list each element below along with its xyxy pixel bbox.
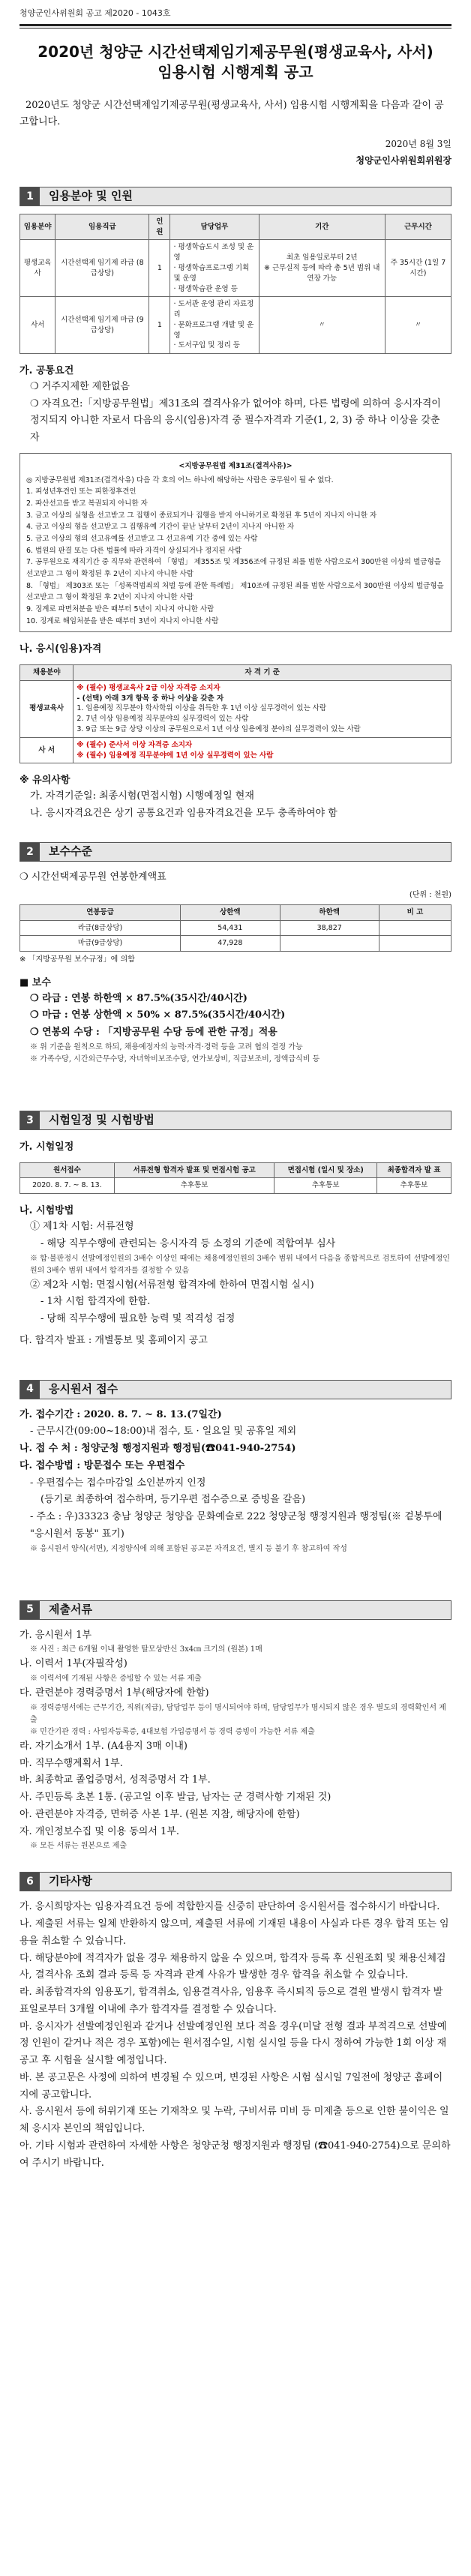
title-line-1: 2020년 청양군 시간선택제임기제공무원(평생교육사, 사서) xyxy=(38,42,434,61)
section-2-header xyxy=(20,842,452,862)
table-cell: 47,928 xyxy=(181,936,280,952)
table-cell: 38,827 xyxy=(280,920,379,936)
qualification-requirement: ❍ 자격요건:「지방공무원법」제31조의 결격사유가 없어야 하며, 다른 법령에 의하여 응시자격이 정지되지 아니한 자로서 다음의 응시(임용)자격 중 필수자격과 기준(1, 2, 3) 중 하나 이상을 갖춘 자 xyxy=(30,397,441,444)
table-row xyxy=(20,240,452,297)
table-header: 면접시험 (일시 및 장소) xyxy=(274,1162,377,1178)
result-announcement: 다. 합격자 발표 : 개별통보 및 홈페이지 공고 xyxy=(20,1334,208,1346)
application-period: 가. 접수기간 : 2020. 8. 7. ~ 8. 13.(7일간) xyxy=(20,1408,222,1420)
table-cell: 54,431 xyxy=(181,920,280,936)
section-number: 4 xyxy=(20,1381,40,1399)
table-row xyxy=(20,936,452,952)
doc-privacy: 자. 개인정보수집 및 이용 동의서 1부. xyxy=(20,1825,180,1837)
box-line: 3. 금고 이상의 실형을 선고받고 그 집행이 종료되거나 집행을 받지 아니하기로 확정된 후 5년이 지나지 아니한 자 xyxy=(26,511,377,520)
box-line: ◎ 지방공무원법 제31조(결격사유) 다음 각 호의 어느 하나에 해당하는 사람은 공무원이 될 수 없다. xyxy=(26,475,334,484)
table-cell: 1 xyxy=(149,240,170,297)
table-header: 인 원 xyxy=(149,214,170,240)
qual-field: 평생교육사 xyxy=(20,680,74,737)
misc-ma: 마. 응시자가 선발예정인원과 같거나 선발예정인원 보다 적을 경우(미달 전형 결과 부적격으로 선발예정 인원이 같거나 적은 경우 포함)에는 원서접수일, 시험 실시일 등을 다시 정하여 가능한 1회 이상 재공고 후 시험을 실시할 예정입니다. xyxy=(20,2020,447,2067)
criteria-line: - (선택) 아래 3개 항목 중 하나 이상을 갖춘 자 xyxy=(76,694,224,703)
table-header: 임용직급 xyxy=(56,214,149,240)
table-header: 연봉등급 xyxy=(20,904,181,920)
table-cell: 최초 임용일로부터 2년 ※ 근무실적 등에 따라 총 5년 범위 내 연장 가능 xyxy=(259,240,385,297)
doc-graduation: 바. 최종학교 졸업증명서, 성적증명서 각 1부. xyxy=(20,1774,211,1786)
application-hours: - 근무시간(09:00~18:00)내 접수, 토 · 일요일 및 공휴일 제외 xyxy=(30,1426,297,1438)
section-label: 보수수준 xyxy=(49,844,92,858)
misc-ra: 라. 최종합격자의 임용포기, 합격취소, 임용결격사유, 임용후 즉시퇴직 등으로 결원 발생시 합격자 발표일로부터 3개월 이내에 추가 합격자를 결정할 수 있습니다. xyxy=(20,1987,443,2015)
issuer: 청양군인사위원회위원장 xyxy=(356,154,452,166)
intro-paragraph: 2020년도 청양군 시간선택제임기제공무원(평생교육사, 사서) 임용시험 시행계획을 다음과 같이 공고합니다. xyxy=(20,99,444,128)
table-header: 임용분야 xyxy=(20,214,56,240)
box-line: 6. 법원의 판결 또는 다른 법률에 따라 자격이 상실되거나 정지된 사람 xyxy=(26,546,242,555)
box-line: 5. 금고 이상의 형의 선고유예를 선고받고 그 선고유예 기간 중에 있는 사람 xyxy=(26,534,258,543)
doc-career-note-1: ※ 경력증명서에는 근무기간, 직위(직급), 담당업무 등이 명시되어야 하며, 담당업무가 명시되지 않은 경우 별도의 경력확인서 제출 xyxy=(30,1703,446,1724)
method-2-detail-a: - 1차 시험 합격자에 한함. xyxy=(40,1296,151,1308)
table-cell: 추후통보 xyxy=(274,1178,377,1194)
salary-intro: ❍ 시간선택제공무원 연봉한계액표 xyxy=(20,871,166,883)
box-title: <지방공무원법 제31조(결격사유)> xyxy=(178,461,292,470)
schedule-heading: 가. 시험일정 xyxy=(20,1141,74,1153)
table-cell xyxy=(280,936,379,952)
pay-line-1: ❍ 라급 : 연봉 하한액 × 87.5%(35시간/40시간) xyxy=(30,992,248,1004)
table-header: 담당업무 xyxy=(170,214,259,240)
table-cell: 1 xyxy=(149,297,170,354)
pay-heading: ■ 보수 xyxy=(20,976,51,988)
misc-da: 다. 해당분야에 적격자가 없을 경우 채용하지 않을 수 있으며, 합격자 등록 후 신원조회 및 채용신체검사, 결격사유 조회 결과 등록 등 자격과 관계 사유가 발생한 경우 합격을 취소할 수 있습니다. xyxy=(20,1952,446,1981)
doc-application: 가. 응시원서 1부 xyxy=(20,1629,92,1641)
table-header: 채용분야 xyxy=(20,665,74,681)
method-2: ② 제2차 시험: 면접시험(서류전형 합격자에 한하여 면접시험 실시) xyxy=(30,1279,314,1291)
table-cell: · 도서관 운영 관리 자료정리 · 문화프로그램 개발 및 운영 · 도서구입 및 정리 등 xyxy=(170,297,259,354)
section-6-header xyxy=(20,1872,452,1891)
method-1-note: ※ 합·불판정시 선발예정인원의 3배수 이상인 때에는 채용예정인원의 3배수 범위 내에서 다음을 종합적으로 검토하여 선발예정인원의 3배수 범위 내에서 합격자를 결정할 수 있음 xyxy=(30,1254,450,1275)
table-row xyxy=(20,737,452,763)
qualification-heading: 나. 응시(임용)자격 xyxy=(20,643,102,655)
misc-a: 아. 기타 시험과 관련하여 자세한 사항은 청양군청 행정지원과 행정팀 (☎041-940-2754)으로 문의하여 주시기 바랍니다. xyxy=(20,2140,451,2169)
section-1-header xyxy=(20,187,452,206)
table-header: 서류전형 합격자 발표 및 면접시험 공고 xyxy=(114,1162,274,1178)
table-row xyxy=(20,680,452,737)
table-row xyxy=(20,297,452,354)
doc-resident: 사. 주민등록 초본 1통. (공고일 이후 발급, 남자는 군 경력사항 기재된 것) xyxy=(20,1792,332,1804)
section-number: 5 xyxy=(20,1601,40,1619)
caution-heading: ※ 유의사항 xyxy=(20,775,70,787)
box-line: 8. 「형법」 제303조 또는 「성폭력범죄의 처벌 등에 관한 특례법」 제10조에 규정된 죄를 범한 사람으로서 300만원 이상의 벌금형을 선고받고 그 형이 확정된 후 2년이 지나지 아니한 사람 xyxy=(26,581,444,602)
table-cell: 주 35시간 (1일 7시간) xyxy=(385,240,451,297)
mail-deadline: - 우편접수는 접수마감일 소인분까지 인정 xyxy=(30,1477,206,1489)
table-cell: 〃 xyxy=(385,297,451,354)
title-line-2: 임용시험 시행계획 공고 xyxy=(158,62,314,81)
doc-photo-note: ※ 사진 : 최근 6개월 이내 촬영한 탈모상반신 3x4㎝ 크기의 (원본) 1매 xyxy=(30,1645,262,1654)
doc-resume-note: ※ 이력서에 기재된 사항은 증빙할 수 있는 서류 제출 xyxy=(30,1675,202,1684)
table-cell: 2020. 8. 7. ~ 8. 13. xyxy=(20,1178,115,1194)
section-label: 제출서류 xyxy=(49,1602,92,1616)
section-number: 3 xyxy=(20,1111,40,1129)
box-line: 4. 금고 이상의 형을 선고받고 그 집행유예 기간이 끝난 날부터 2년이 지나지 아니한 자 xyxy=(26,523,295,532)
doc-career-note-2: ※ 민간기관 경력 : 사업자등록증, 4대보험 가입증명서 등 경력 증빙이 가능한 서류 제출 xyxy=(30,1727,315,1736)
header-rule xyxy=(20,24,452,26)
application-method: 다. 접수방법 : 방문접수 또는 우편접수 xyxy=(20,1459,185,1471)
pay-line-3: ❍ 연봉외 수당 : 「지방공무원 수당 등에 관한 규정」적용 xyxy=(30,1027,278,1039)
table-header: 상한액 xyxy=(181,904,280,920)
pay-note-1: ※ 위 기준을 원칙으로 하되, 채용예정자의 능력·자격·경력 등을 고려 협의 결정 가능 xyxy=(30,1042,303,1051)
section-3-header xyxy=(20,1111,452,1130)
criteria-line: ※ (필수) 평생교육사 2급 이상 자격증 소지자 xyxy=(76,683,220,692)
table-cell: 평생교육사 xyxy=(20,240,56,297)
caution-line-1: 가. 자격기준일: 최종시험(면접시험) 시행예정일 현재 xyxy=(30,790,254,802)
method-1: ① 제1차 시험: 서류전형 xyxy=(30,1221,134,1233)
method-heading: 나. 시험방법 xyxy=(20,1205,74,1217)
table-cell: 마급(9급상당) xyxy=(20,936,181,952)
notice-date: 2020년 8월 3일 xyxy=(385,139,452,150)
criteria-line: 2. 7년 이상 임용예정 직무분야의 실무경력이 있는 사람 xyxy=(76,715,249,724)
section-number: 1 xyxy=(20,187,40,205)
table-cell: 시간선택제 임기제 라급 (8급상당) xyxy=(56,240,149,297)
caution-line-2: 나. 응시자격요건은 상기 공통요건과 임용자격요건을 모두 충족하여야 함 xyxy=(30,807,338,819)
mail-registered: (등기로 최종하여 접수하며, 등기우편 접수증으로 증빙을 갈음) xyxy=(40,1494,306,1506)
qualification-table xyxy=(20,664,452,763)
misc-sa: 사. 응시원서 등에 허위기재 또는 기재착오 및 누락, 구비서류 미비 등 미제출 등으로 인한 불이익은 일체 응시자 본인의 책임입니다. xyxy=(20,2106,449,2135)
table-cell xyxy=(379,936,451,952)
misc-ga: 가. 응시희망자는 임용자격요건 등에 적합한지를 신중히 판단하여 응시원서를 접수하시기 바랍니다. xyxy=(20,1901,440,1913)
application-note: ※ 응시원서 양식(서면), 지정양식에 의해 포함된 공고문 자격요건, 별지 등 불기 후 참고하여 작성 xyxy=(30,1544,347,1553)
section-label: 기타사항 xyxy=(49,1874,92,1888)
table-cell: 추후통보 xyxy=(114,1178,274,1194)
table-cell: 추후통보 xyxy=(377,1178,452,1194)
table-cell: 시간선택제 임기제 마급 (9급상당) xyxy=(56,297,149,354)
table-header: 자 격 기 준 xyxy=(74,665,452,681)
salary-note: ※ 「지방공무원 보수규정」에 의함 xyxy=(20,955,135,964)
section-label: 임용분야 및 인원 xyxy=(49,189,133,203)
table-cell: 사서 xyxy=(20,297,56,354)
box-line: 9. 징계로 파면처분을 받은 때부터 5년이 지나지 아니한 사람 xyxy=(26,605,214,613)
section-4-header xyxy=(20,1380,452,1399)
residence-requirement: ❍ 거주지제한 제한없음 xyxy=(30,380,130,392)
table-header: 최종합격자 발 표 xyxy=(377,1162,452,1178)
page-title xyxy=(20,42,452,82)
misc-ba: 바. 본 공고문은 사정에 의하여 변경될 수 있으며, 변경된 사항은 시험 실시일 7일전에 청양군 홈페이지에 공고합니다. xyxy=(20,2071,443,2101)
pay-line-2: ❍ 마급 : 연봉 상한액 × 50% × 87.5%(35시간/40시간) xyxy=(30,1009,286,1021)
doc-resume: 나. 이력서 1부(자필작성) xyxy=(20,1658,128,1670)
common-requirements-heading: 가. 공통요건 xyxy=(20,365,74,377)
pay-note-2: ※ 가족수당, 시간외근무수당, 자녀학비보조수당, 연가보상비, 직급보조비, 정액급식비 등 xyxy=(30,1054,320,1063)
criteria-line: 1. 임용예정 직무분야 학사학위 이상을 취득한 후 1년 이상 실무경력이 있는 사람 xyxy=(76,704,327,713)
box-line: 2. 파산선고를 받고 복권되지 아니한 자 xyxy=(26,499,148,508)
table-cell: 〃 xyxy=(259,297,385,354)
table-header: 기간 xyxy=(259,214,385,240)
qual-criteria xyxy=(74,737,452,763)
box-line: 1. 피성년후견인 또는 피한정후견인 xyxy=(26,487,136,496)
table-row xyxy=(20,920,452,936)
misc-na: 나. 제출된 서류는 일체 반환하지 않으며, 제출된 서류에 기재된 내용이 사실과 다른 경우 합격 또는 임용을 취소할 수 있습니다. xyxy=(20,1918,449,1947)
method-2-detail-b: - 당해 직무수행에 필요한 능력 및 적격성 검정 xyxy=(40,1313,236,1325)
section-label: 시험일정 및 시험방법 xyxy=(49,1112,154,1126)
salary-table xyxy=(20,904,452,952)
section-number: 6 xyxy=(20,1873,40,1891)
disqualification-box xyxy=(20,453,452,632)
recruitment-table xyxy=(20,214,452,354)
table-header: 하한액 xyxy=(280,904,379,920)
schedule-table xyxy=(20,1162,452,1195)
section-label: 응시원서 접수 xyxy=(49,1381,118,1396)
doc-plan: 마. 직무수행계획서 1부. xyxy=(20,1757,123,1769)
criteria-line: ※ (필수) 준사서 이상 자격증 소지자 xyxy=(76,740,193,749)
doc-original-note: ※ 모든 서류는 원본으로 제출 xyxy=(30,1842,127,1851)
table-cell xyxy=(379,920,451,936)
box-line: 10. 징계로 해임처분을 받은 때부터 3년이 지나지 아니한 사람 xyxy=(26,616,219,625)
doc-career: 다. 관련분야 경력증명서 1부(해당자에 한함) xyxy=(20,1687,209,1699)
mail-address: - 주소 : 우)33323 충남 청양군 청양읍 문화예술로 222 청양군청 행정지원과 행정팀(※ 겉봉투에 "응시원서 동봉" 표기) xyxy=(30,1511,442,1540)
table-cell: · 평생학습도시 조성 및 운영 · 평생학습프로그램 기획 및 운영 · 평생학습관 운영 등 xyxy=(170,240,259,297)
box-line: 7. 공무원으로 재직기간 중 직무와 관련하여 「형법」 제355조 및 제356조에 규정된 죄를 범한 사람으로서 300만원 이상의 벌금형을 선고받고 그 형이 확정된 후 2년이 지나지 아니한 사람 xyxy=(26,558,441,578)
section-number: 2 xyxy=(20,843,40,861)
section-5-header xyxy=(20,1600,452,1620)
application-office: 나. 접 수 처 : 청양군청 행정지원과 행정팀(☎041-940-2754) xyxy=(20,1443,296,1455)
notice-number: 청양군인사위원회 공고 제2020 - 1043호 xyxy=(20,8,171,18)
table-cell: 라급(8급상당) xyxy=(20,920,181,936)
qual-field: 사 서 xyxy=(20,737,74,763)
table-header: 비 고 xyxy=(379,904,451,920)
doc-license: 아. 관련분야 자격증, 면허증 사본 1부. (원본 지참, 해당자에 한함) xyxy=(20,1808,300,1820)
method-1-detail: - 해당 직무수행에 관련되는 응시자격 등 소정의 기준에 적합여부 심사 xyxy=(40,1237,336,1249)
criteria-line: 3. 9급 또는 9급 상당 이상의 공무원으로서 1년 이상 임용예정 분야의 실무경력이 있는 사람 xyxy=(76,725,361,734)
table-header: 근무시간 xyxy=(385,214,451,240)
doc-self-intro: 라. 자기소개서 1부. (A4용지 3매 이내) xyxy=(20,1740,188,1752)
salary-unit: (단위 : 천원) xyxy=(409,891,452,900)
criteria-line: ※ (필수) 임용예정 직무분야에 1년 이상 실무경력이 있는 사람 xyxy=(76,751,274,760)
table-header: 원서접수 xyxy=(20,1162,115,1178)
qual-criteria xyxy=(74,680,452,737)
